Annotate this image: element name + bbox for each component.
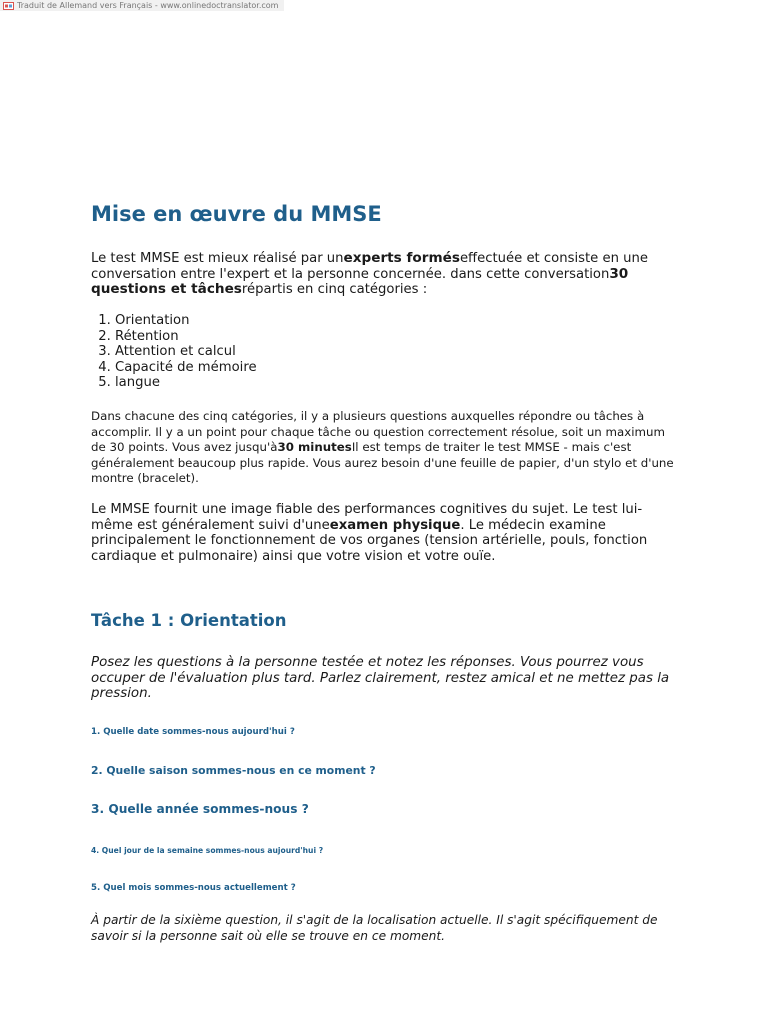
scoring-text-1: Dans chacune des cinq catégories, il y a plusieurs questions auxquelles répondre ou tâches à accomplir. Il y a un point pour chaque tâche ou question correctement résolue, soit un maximum de 30 points. Vous avez jusqu'à (91, 409, 665, 454)
intro-paragraph (91, 251, 651, 298)
translator-icon (3, 2, 14, 10)
exam-text-2: . Le médecin examine principalement le fonctionnement de vos organes (tension artérielle, pouls, fonction cardiaque et pulmonaire) ainsi que votre vision et votre ouïe. (91, 517, 648, 564)
banner-text: Traduit de Allemand vers Français - www.onlinedoctranslator.com (17, 1, 279, 10)
category-item: 4. Capacité de mémoire (115, 360, 415, 376)
intro-text-3: répartis en cinq catégories : (241, 282, 428, 297)
task-heading: Tâche 1 : Orientation (91, 611, 287, 630)
question-5: 5. Quel mois sommes-nous actuellement ? (91, 883, 296, 893)
category-list (91, 313, 415, 391)
scoring-paragraph (91, 409, 681, 487)
question-4: 4. Quel jour de la semaine sommes-nous aujourd'hui ? (91, 846, 324, 855)
final-note: À partir de la sixième question, il s'agit de la localisation actuelle. Il s'agit spécifiquement de savoir si la personne sait où elle se trouve en ce moment. (91, 913, 658, 943)
category-item: 5. langue (115, 375, 415, 391)
exam-text-1: Le MMSE fournit une image fiable des performances cognitives du sujet. Le test lui-même est généralement suivi d'une (91, 502, 643, 533)
intro-text-1: Le test MMSE est mieux réalisé par un (91, 251, 344, 266)
category-item: 1. Orientation (115, 313, 415, 329)
question-3: 3. Quelle année sommes-nous ? (91, 802, 309, 816)
question-2: 2. Quelle saison sommes-nous en ce moment ? (91, 764, 376, 777)
instruction-text: Posez les questions à la personne testée et notez les réponses. Vous pourrez vous occuper de l'évaluation plus tard. Parlez clairement, restez amical et ne mettez pas la pression. (91, 655, 670, 701)
intro-bold-2: 30 questions et tâches (91, 265, 629, 297)
scoring-text-2: Il est temps de traiter le test MMSE - mais c'est généralement beaucoup plus rapide. Vous aurez besoin d'une feuille de papier, d'un stylo et d'une montre (bracelet). (91, 440, 674, 485)
page-title: Mise en œuvre du MMSE (91, 202, 382, 226)
category-item: 3. Attention et calcul (115, 344, 415, 360)
intro-bold-1: experts formés (343, 250, 460, 266)
translator-banner[interactable] (0, 0, 284, 11)
exam-paragraph (91, 502, 651, 564)
question-1: 1. Quelle date sommes-nous aujourd'hui ? (91, 727, 295, 737)
exam-bold: examen physique (329, 517, 461, 533)
intro-text-2: effectuée et consiste en une conversation entre l'expert et la personne concernée. dans cette conversation (91, 251, 648, 282)
scoring-bold: 30 minutes (277, 440, 352, 454)
category-item: 2. Rétention (115, 329, 415, 345)
